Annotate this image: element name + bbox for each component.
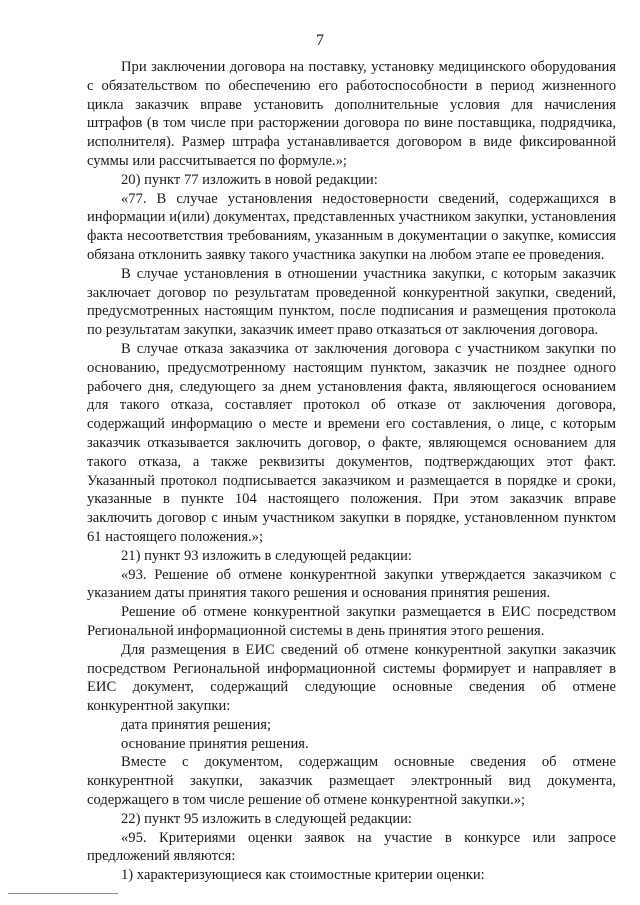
paragraph: 21) пункт 93 изложить в следующей редакции: [121, 547, 412, 564]
document-body [87, 58, 616, 885]
paragraph: 20) пункт 77 изложить в новой редакции: [121, 171, 378, 188]
paragraph: Для размещения в ЕИС сведений об отмене конкурентной закупки заказчик посредством Региональной информационной системы формирует и направляет в ЕИС документ, содержащий следующие основные сведения об отмене конкурентной закупки: [87, 641, 616, 715]
page-number: 7 [316, 32, 324, 49]
paragraph: При заключении договора на поставку, установку медицинского оборудования с обязательством по обеспечению его работоспособности в период жизненного цикла заказчик вправе установить дополнительные условия для начисления штрафов (в том числе при расторжении договора по вине поставщика, подрядчика, исполнителя). Размер штрафа устанавливается договором в виде фиксированной суммы или рассчитывается по формуле.»; [87, 59, 616, 169]
footer-rule [8, 893, 118, 894]
paragraph: «93. Решение об отмене конкурентной закупки утверждается заказчиком с указанием даты принятия такого решения и основания принятия решения. [87, 566, 616, 602]
paragraph: 1) характеризующиеся как стоимостные критерии оценки: [121, 867, 485, 884]
paragraph: «77. В случае установления недостоверности сведений, содержащихся в информации и(или) документах, представленных участником закупки, установления факта несоответствия требованиям, указанным в документации о закупке, комиссия обязана отклонить заявку такого участника закупки на любом этапе ее проведения. [87, 190, 616, 263]
paragraph: В случае отказа заказчика от заключения договора с участником закупки по основанию, предусмотренному настоящим пунктом, заказчик не позднее одного рабочего дня, следующего за днем установления факта, являющегося основанием для такого отказа, составляет протокол об отказе от заключения договора, содержащий информацию о месте и времени его составления, о лице, с которым заказчик отказывается заключить договор, о факте, являющемся основанием для такого отказа, а также реквизиты документов, подтверждающих этот факт. Указанный протокол подписывается заказчиком и размещается в порядке и сроки, указанные в пункте 104 настоящего положения. При этом заказчик вправе заключить договор с иным участником закупки в порядке, установленном пунктом 61 настоящего положения.»; [87, 340, 616, 545]
paragraph: основание принятия решения. [121, 735, 309, 752]
paragraph: Решение об отмене конкурентной закупки размещается в ЕИС посредством Региональной информационной системы в день принятия этого решения. [87, 604, 616, 639]
paragraph: дата принятия решения; [121, 716, 272, 733]
paragraph: «95. Критериями оценки заявок на участие в конкурсе или запросе предложений являются: [87, 829, 616, 865]
paragraph: Вместе с документом, содержащим основные сведения об отмене конкурентной закупки, заказчик размещает электронный вид документа, содержащего в том числе решение об отмене конкурентной закупки.»; [87, 754, 616, 809]
paragraph: 22) пункт 95 изложить в следующей редакции: [121, 810, 412, 827]
paragraph: В случае установления в отношении участника закупки, с которым заказчик заключает договор по результатам проведенной конкурентной закупки, сведений, предусмотренных настоящим пунктом, после подписания и размещения протокола по результатам закупки, заказчик имеет право отказаться от заключения договора. [87, 265, 616, 339]
